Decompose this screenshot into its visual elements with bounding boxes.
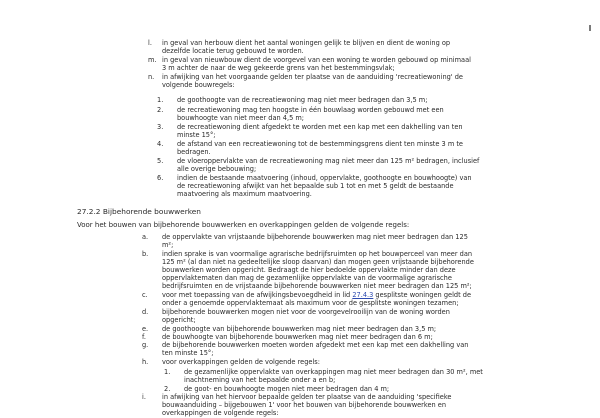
list-text: bijbehorende bouwwerken mogen niet voor de voorgevelrooilijn van de woning worden — [162, 308, 450, 316]
list-label: b. — [142, 250, 149, 258]
list-text: 3 m achter de naar de weg gekeerde grens van het bestemmingsvlak; — [162, 64, 395, 72]
list-text: in geval van herbouw dient het aantal woningen gelijk te blijven en dient de woning op — [162, 39, 451, 47]
list-text: oppervlaktematen dan mag de gezamenlijke oppervlakte van de voormalige agrarische — [162, 274, 452, 282]
sublist-text: de goot- en bouwhoogte mogen niet meer bedragen dan 4 m; — [184, 385, 390, 393]
sublist-text: de recreatiewoning afwijkt van het bepaalde sub 1 tot en met 5 geldt de bestaande — [177, 182, 454, 190]
list-text: bedrijfsruimten en de vrijstaande bijbehorende bouwwerken niet meer bedragen dan 125 m²; — [162, 282, 472, 290]
list-label: n. — [148, 73, 155, 81]
sublist-label: 2. — [164, 385, 171, 393]
sublist-text: de recreatiewoning dient afgedekt te worden met een kap met een dakhelling van ten — [177, 123, 463, 131]
cross-reference-link[interactable]: 27.4.3 — [352, 291, 374, 299]
list-label: h. — [142, 358, 149, 366]
sublist-text: de vloeroppervlakte van de recreatiewoning mag niet meer dan 125 m² bedragen, inclusief — [177, 157, 480, 165]
sublist-text: bouwhoogte van niet meer dan 4,5 m; — [177, 114, 305, 122]
sublist-label: 2. — [157, 106, 164, 114]
list-text: in afwijking van het voorgaande gelden ter plaatse van de aanduiding 'recreatiewoning' de — [162, 73, 463, 81]
list-text: opgericht; — [162, 316, 196, 324]
sublist-text: bedragen. — [177, 148, 211, 156]
list-text: onder a genoemde oppervlaktemaat als maximum voor de gesplitste woningen tezamen; — [162, 299, 459, 307]
sublist-text: de gezamenlijke oppervlakte van overkappingen mag niet meer bedragen dan 30 m², met — [184, 368, 483, 376]
sublist-label: 6. — [157, 174, 164, 182]
list-text: voor overkappingen gelden de volgende regels: — [162, 358, 320, 366]
list-label: m. — [148, 56, 157, 64]
sublist-text: minste 15°; — [177, 131, 216, 139]
list-text: de bouwhoogte van bijbehorende bouwwerken mag niet meer bedragen dan 6 m; — [162, 333, 433, 341]
sublist-text: alle overige bebouwing; — [177, 165, 257, 173]
list-label: i. — [142, 393, 146, 401]
list-text: ten minste 15°; — [162, 349, 214, 357]
list-label: a. — [142, 233, 149, 241]
sublist-text: inachtneming van het bepaalde onder a en b; — [184, 376, 336, 384]
list-label: d. — [142, 308, 149, 316]
sublist-label: 5. — [157, 157, 164, 165]
list-text: in geval van nieuwbouw dient de voorgevel van een woning te worden gebouwd op minimaal — [162, 56, 471, 64]
sublist-text: de recreatiewoning mag ten hoogste in één bouwlaag worden gebouwd met een — [177, 106, 444, 114]
list-text: overkappingen de volgende regels: — [162, 409, 279, 417]
sublist-label: 3. — [157, 123, 164, 131]
list-text: m²; — [162, 241, 174, 249]
list-label: e. — [142, 325, 149, 333]
list-text: in afwijking van het hiervoor bepaalde gelden ter plaatse van de aanduiding 'specifieke — [162, 393, 452, 401]
sublist-text: de afstand van een recreatiewoning tot de bestemmingsgrens dient ten minste 3 m te — [177, 140, 463, 148]
sublist-label: 4. — [157, 140, 164, 148]
list-text-part: voor met toepassing van de afwijkingsbevoegdheid in lid — [162, 291, 353, 299]
section-intro: Voor het bouwen van bijbehorende bouwwerken en overkappingen gelden de volgende regels: — [77, 221, 410, 229]
sublist-label: 1. — [164, 368, 171, 376]
list-text: volgende bouwregels: — [162, 81, 235, 89]
list-text: indien sprake is van voormalige agrarische bedrijfsruimten op het bouwperceel van meer dan — [162, 250, 473, 258]
list-text: de goothoogte van bijbehorende bouwwerken mag niet meer bedragen dan 3,5 m; — [162, 325, 437, 333]
list-label: f. — [142, 333, 146, 341]
list-label: c. — [142, 291, 148, 299]
list-text: dezelfde locatie terug gebouwd te worden. — [162, 47, 304, 55]
sublist-label: 1. — [157, 96, 164, 104]
list-text: bouwwerken worden opgericht. Bedraagt de hier bedoelde oppervlakte minder dan deze — [162, 266, 456, 274]
sublist-text: indien de bestaande maatvoering (inhoud, oppervlakte, goothoogte en bouwhoogte) van — [177, 174, 472, 182]
list-label: l. — [148, 39, 152, 47]
section-heading: 27.2.2 Bijbehorende bouwwerken — [77, 207, 201, 216]
list-text: bouwaanduiding – bijgebouwen 1' voor het bouwen van bijbehorende bouwwerken en — [162, 401, 447, 409]
list-text: de oppervlakte van vrijstaande bijbehorende bouwwerken mag niet meer bedragen dan 125 — [162, 233, 468, 241]
page-edge-mark — [589, 25, 591, 31]
list-label: g. — [142, 341, 149, 349]
list-text-part: gesplitste woningen geldt de — [373, 291, 472, 299]
list-text: 125 m² (al dan niet na gedeeltelijke sloop daarvan) dan mogen geen vrijstaande bijbehorende — [162, 258, 474, 266]
sublist-text: maatvoering als maximum maatvoering. — [177, 190, 312, 198]
list-text: de bijbehorende bouwwerken moeten worden afgedekt met een kap met een dakhelling van — [162, 341, 469, 349]
sublist-text: de goothoogte van de recreatiewoning mag niet meer bedragen dan 3,5 m; — [177, 96, 428, 104]
